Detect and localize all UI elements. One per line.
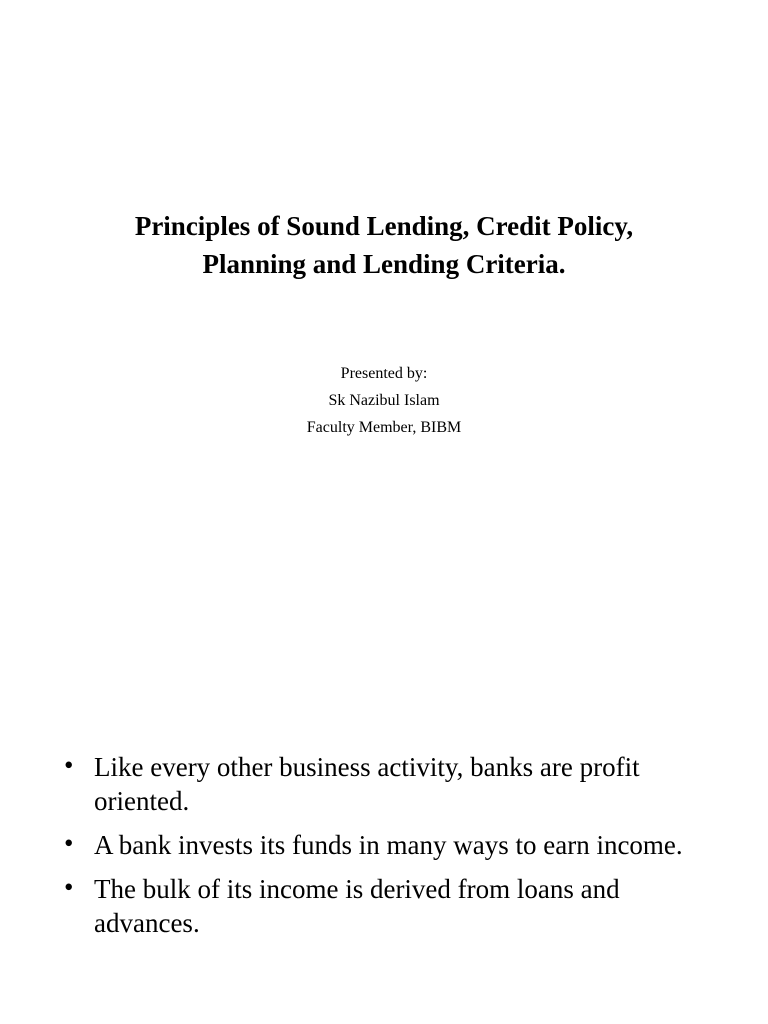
bullet-item [62, 750, 722, 818]
bullet-item [62, 872, 722, 940]
title-line-2: Planning and Lending Criteria. [202, 249, 566, 279]
title-line-1: Principles of Sound Lending, Credit Policy, [134, 211, 634, 241]
bullet-text: A bank invests its funds in many ways to earn income. [94, 830, 683, 860]
bullet-icon: • [64, 828, 74, 858]
content-slide [0, 720, 768, 1024]
presenter-label: Presented by: [340, 365, 428, 382]
presenter-block [0, 360, 768, 441]
slide-title [0, 207, 768, 283]
bullet-item [62, 828, 722, 862]
bullet-text: Like every other business activity, banks are profit oriented. [94, 752, 640, 816]
presenter-name: Sk Nazibul Islam [328, 392, 440, 409]
bullet-icon: • [64, 872, 74, 902]
bullet-icon: • [64, 750, 74, 780]
bullet-text: The bulk of its income is derived from loans and advances. [94, 874, 620, 938]
bullet-list [62, 750, 722, 950]
presenter-role: Faculty Member, BIBM [306, 419, 462, 436]
